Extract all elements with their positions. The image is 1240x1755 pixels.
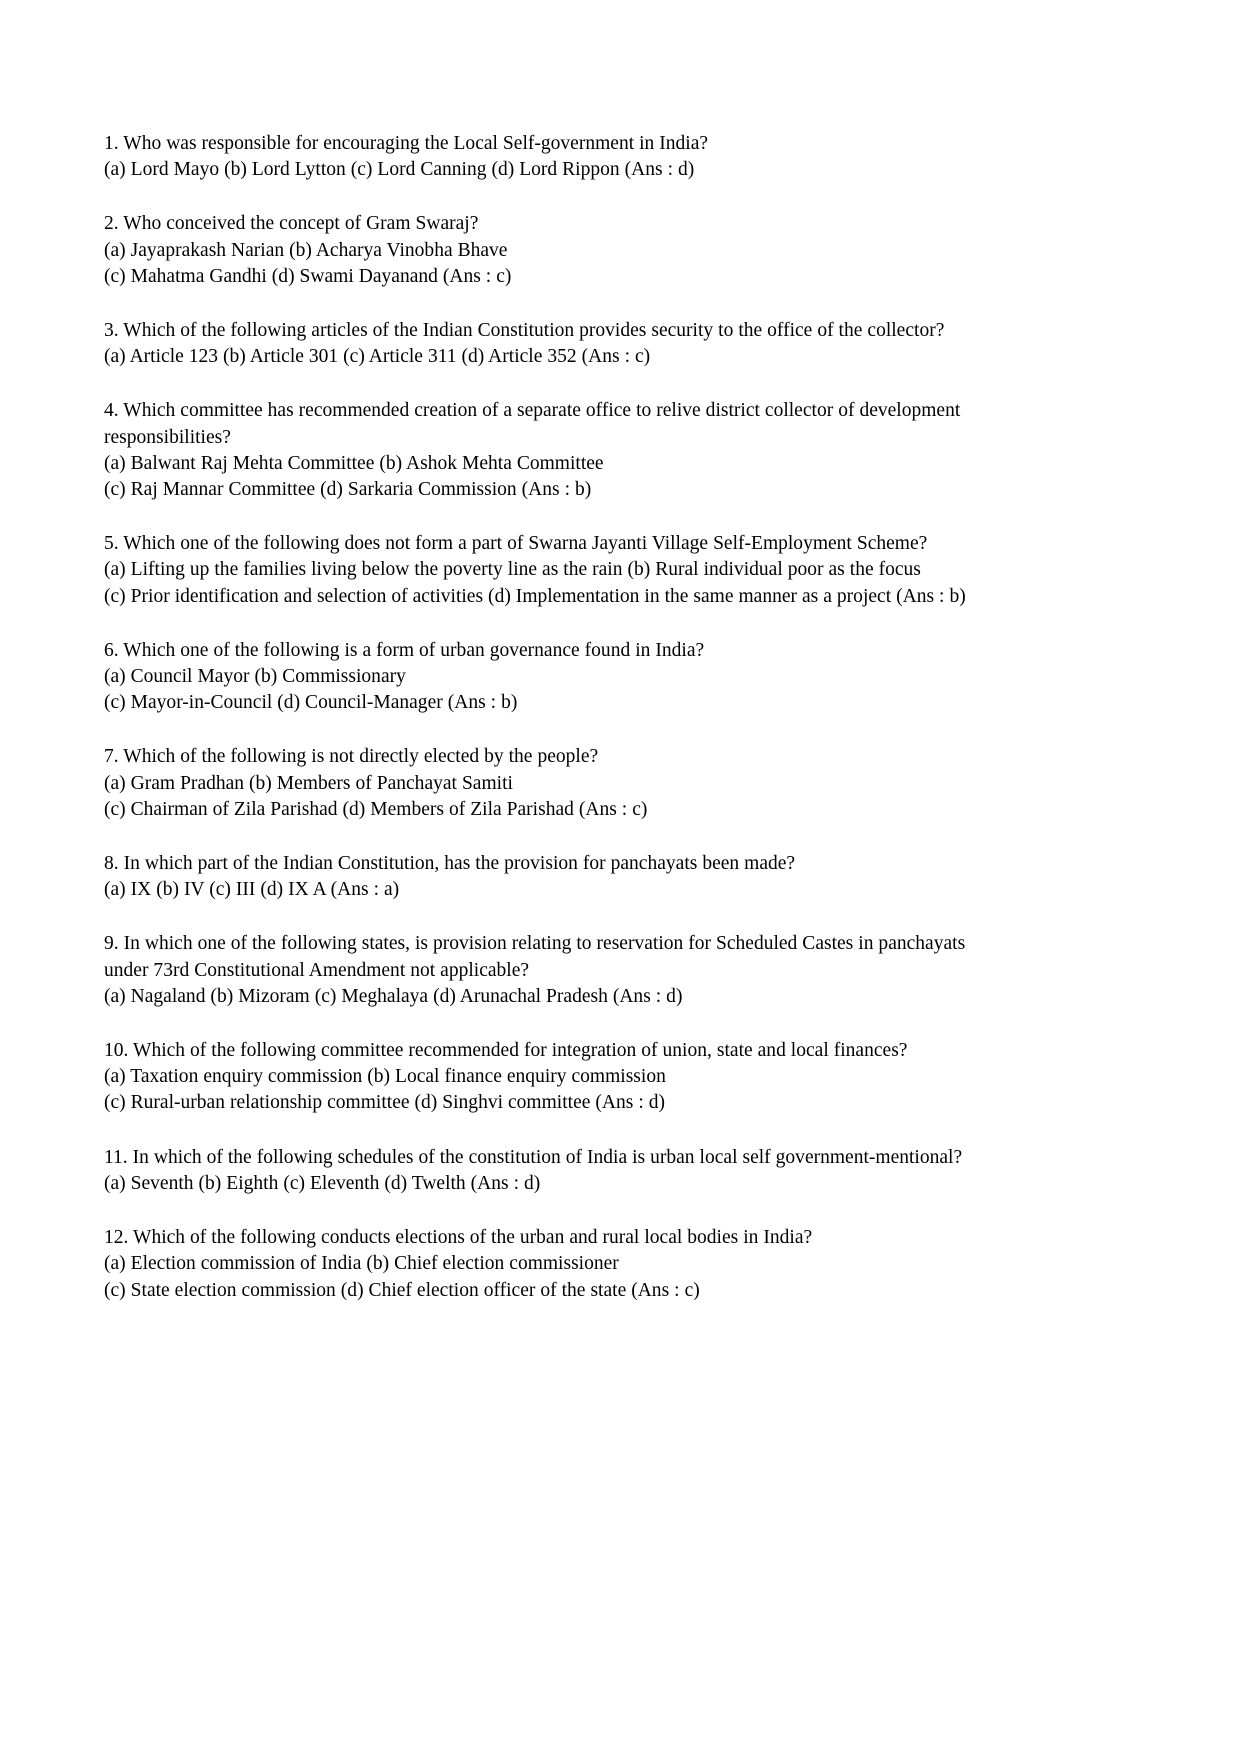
question-stem: 1. Who was responsible for encouraging the Local Self-government in India? [104, 133, 709, 154]
question-options-line: (a) Balwant Raj Mehta Committee (b) Ashok Mehta Committee [104, 452, 604, 474]
question-options-line: (c) Rural-urban relationship committee (d) Singhvi committee (Ans : d) [104, 1092, 665, 1114]
question-options-line: (c) State election commission (d) Chief election officer of the state (Ans : c) [104, 1279, 700, 1301]
question-block-7 [104, 744, 992, 823]
question-options-line: (a) Council Mayor (b) Commissionary [104, 666, 406, 688]
question-options-line: (c) Prior identification and selection of activities (d) Implementation in the same manner as a project (Ans : b) [104, 585, 966, 607]
question-options-line: (a) Gram Pradhan (b) Members of Panchayat Samiti [104, 772, 513, 794]
question-options-line: (a) Jayaprakash Narian (b) Acharya Vinobha Bhave [104, 239, 508, 261]
question-block-11 [104, 1145, 992, 1197]
question-list [104, 131, 992, 1332]
question-block-5 [104, 531, 992, 610]
question-options-line: (a) Lifting up the families living below the poverty line as the rain (b) Rural individual poor as the focus [104, 559, 921, 581]
question-block-6 [104, 638, 992, 717]
question-block-12 [104, 1225, 992, 1304]
question-stem: 4. Which committee has recommended creation of a separate office to relive district collector of development responsibilities? [104, 400, 966, 448]
question-options-line: (a) Seventh (b) Eighth (c) Eleventh (d) Twelth (Ans : d) [104, 1172, 541, 1194]
question-stem: 8. In which part of the Indian Constitution, has the provision for panchayats been made? [104, 853, 796, 875]
question-options-line: (c) Mahatma Gandhi (d) Swami Dayanand (Ans : c) [104, 265, 512, 287]
question-options-line: (c) Mayor-in-Council (d) Council-Manager (Ans : b) [104, 692, 518, 714]
question-options-line: (a) Article 123 (b) Article 301 (c) Article 311 (d) Article 352 (Ans : c) [104, 346, 651, 368]
question-stem: 10. Which of the following committee recommended for integration of union, state and local finances? [104, 1040, 908, 1062]
question-block-4 [104, 398, 992, 503]
question-stem: 5. Which one of the following does not form a part of Swarna Jayanti Village Self-Employment Scheme? [104, 533, 928, 555]
question-block-10 [104, 1038, 992, 1117]
question-stem: 12. Which of the following conducts elections of the urban and rural local bodies in India? [104, 1227, 813, 1249]
question-options-line: (a) Election commission of India (b) Chief election commissioner [104, 1253, 619, 1275]
question-stem: 7. Which of the following is not directly elected by the people? [104, 746, 599, 768]
question-options-line: (c) Chairman of Zila Parishad (d) Members of Zila Parishad (Ans : c) [104, 798, 648, 820]
question-options-line: (a) Taxation enquiry commission (b) Local finance enquiry commission [104, 1066, 666, 1088]
question-block-3 [104, 318, 992, 370]
question-block-2 [104, 211, 992, 290]
question-stem: 6. Which one of the following is a form of urban governance found in India? [104, 639, 705, 661]
question-block-1 [104, 131, 992, 183]
question-stem: 3. Which of the following articles of the Indian Constitution provides security to the office of the collector? [104, 320, 945, 342]
question-options-line: (c) Raj Mannar Committee (d) Sarkaria Commission (Ans : b) [104, 479, 592, 501]
question-options-line: (a) Lord Mayo (b) Lord Lytton (c) Lord Canning (d) Lord Rippon (Ans : d) [104, 159, 695, 181]
question-stem: 2. Who conceived the concept of Gram Swaraj? [104, 213, 479, 235]
question-block-8 [104, 851, 992, 903]
question-stem: 11. In which of the following schedules of the constitution of India is urban local self government-mentional? [104, 1146, 963, 1168]
question-stem: 9. In which one of the following states, is provision relating to reservation for Scheduled Castes in panchayats under 73rd Constitutional Amendment not applicable? [104, 933, 971, 981]
question-options-line: (a) IX (b) IV (c) III (d) IX A (Ans : a) [104, 879, 400, 901]
question-block-9 [104, 931, 992, 1010]
question-options-line: (a) Nagaland (b) Mizoram (c) Meghalaya (d) Arunachal Pradesh (Ans : d) [104, 985, 683, 1007]
